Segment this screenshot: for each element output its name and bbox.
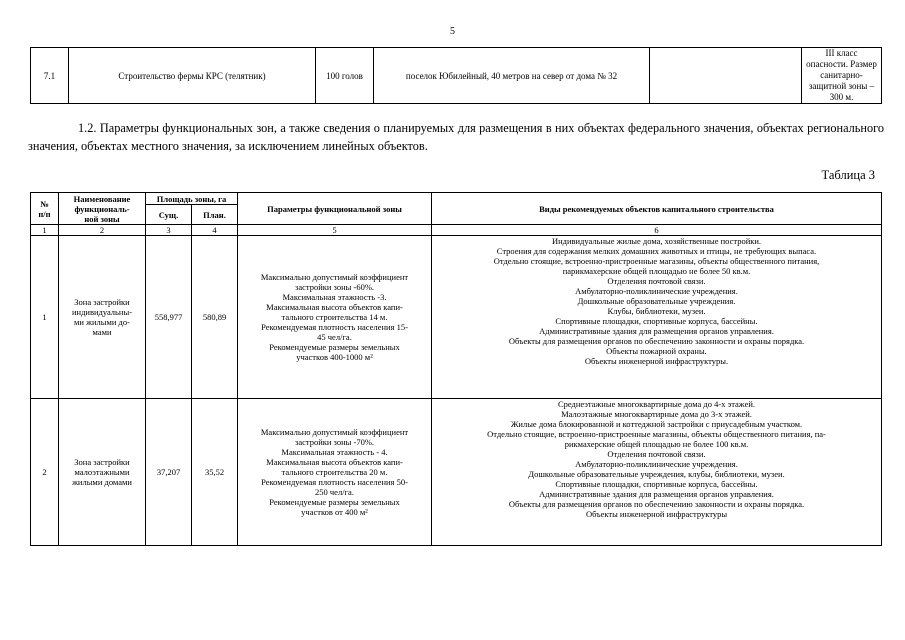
table-row: [31, 399, 882, 546]
zone-params: Максимально допустимый коэффициент застройки зоны -60%. Максимальная этажность -3. Максимальная высота объектов капи- тального строительства 14 м. Рекомендуемая плотность населения 15- 45 чел/га. Рекомендуемые размеры земельных участков 400-1000 м²: [238, 236, 432, 399]
column-number: 6: [432, 225, 882, 236]
note-line: защитной зоны –: [808, 81, 875, 91]
page-number: 5: [450, 26, 455, 37]
row-number: 1: [31, 236, 59, 399]
recommended-objects: Среднеэтажные многоквартирные дома до 4-х этажей. Малоэтажные многоквартирные дома до 3-х этажей. Жилые дома блокированной и коттеджной застройки с приусадебным участком. Отдельно стоящие, встроенно-пристроенные магазины, объекты общественного питания, па- рикмахерские общей площадью не более 100 кв.м. Отделения почтовой связи. Амбулаторно-поликлинические учреждения. Дошкольные образовательные учреждения, клубы, библиотеки, музеи. Спортивные площадки, спортивные корпуса, бассейны. Административные здания для размещения органов управления. Объекты для размещения органов по обеспечению законности и охраны порядка. Объекты инженерной инфраструктуры: [432, 399, 882, 546]
area-existing: 37,207: [146, 399, 192, 546]
column-number: 3: [146, 225, 192, 236]
section-paragraph: 1.2. Параметры функциональных зон, а также сведения о планируемых для размещения в них объектах федерального значения, объектах регионального значения, объектах местного значения, за исключением линейных объектов.: [28, 121, 884, 153]
row-number: 2: [31, 399, 59, 546]
header-area: Площадь зоны, га: [146, 193, 238, 205]
header-area-existing: Сущ.: [146, 205, 192, 225]
note-line: III класс опасности.: [806, 48, 858, 69]
column-number: 2: [59, 225, 146, 236]
area-planned: 35,52: [192, 399, 238, 546]
header-area-planned: План.: [192, 205, 238, 225]
column-number: 4: [192, 225, 238, 236]
note-line: Размер санитарно-: [820, 59, 877, 80]
column-number: 1: [31, 225, 59, 236]
zone-name: Зона застройки малоэтажными жилыми домами: [59, 399, 146, 546]
header-num: № п/п: [31, 193, 59, 225]
zone-params: Максимально допустимый коэффициент застройки зоны -70%. Максимальная этажность - 4. Максимальная высота объектов капи- тального строительства 20 м. Рекомендуемая плотность населения 50- 250 чел/га. Рекомендуемые размеры земельных участков от 400 м²: [238, 399, 432, 546]
object-capacity: 100 голов: [316, 48, 374, 104]
objects-table-top: [30, 47, 882, 104]
zone-name: Зона застройки индивидуальны- ми жилыми до- мами: [59, 236, 146, 399]
table-row: [31, 48, 882, 104]
header-zone-name: Наименование функциональ- ной зоны: [59, 193, 146, 225]
area-existing: 558,977: [146, 236, 192, 399]
table-row: [31, 236, 882, 399]
column-number: 5: [238, 225, 432, 236]
object-location: поселок Юбилейный, 40 метров на север от дома № 32: [374, 48, 650, 104]
note-line: 300 м.: [829, 92, 854, 102]
empty-cell: [650, 48, 802, 104]
object-name: Строительство фермы КРС (телятник): [69, 48, 316, 104]
column-number-row: [31, 225, 882, 236]
header-params: Параметры функциональной зоны: [238, 193, 432, 225]
header-objects: Виды рекомендуемых объектов капитального строительства: [432, 193, 882, 225]
area-planned: 580,89: [192, 236, 238, 399]
row-number: 7.1: [31, 48, 69, 104]
object-note: [802, 48, 882, 104]
table-caption: Таблица 3: [821, 168, 875, 182]
recommended-objects: Индивидуальные жилые дома, хозяйственные постройки. Строения для содержания мелких домашних животных и птицы, не требующих выпаса. Отдельно стоящие, встроенно-пристроенные магазины, объекты общественного питания, парикмахерские общей площадью не более 50 кв.м. Отделения почтовой связи. Амбулаторно-поликлинические учреждения. Дошкольные образовательные учреждения. Клубы, библиотеки, музеи. Спортивные площадки, спортивные корпуса, бассейны. Административные здания для размещения органов управления. Объекты для размещения органов по обеспечению законности и охраны порядка. Объекты пожарной охраны. Объекты инженерной инфраструктуры.: [432, 236, 882, 399]
functional-zones-table: [30, 192, 882, 546]
